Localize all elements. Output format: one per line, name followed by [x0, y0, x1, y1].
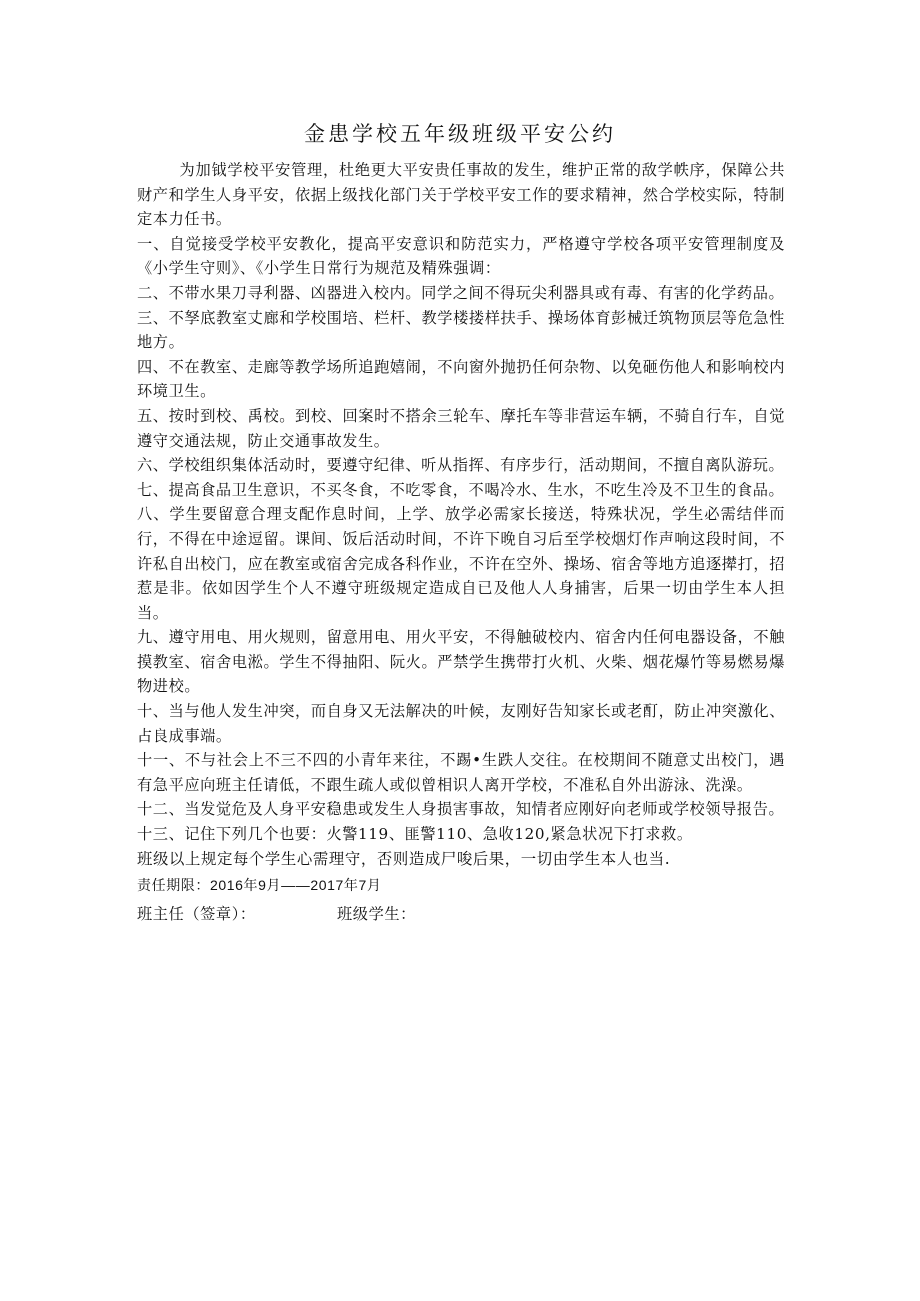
rule-item-7: 七、提高食品卫生意识，不买冬食，不吃零食，不喝冷水、生水，不吃生冷及不卫生的食品。	[137, 480, 785, 499]
rule-item-12: 十二、当发觉危及人身平安稳患或发生人身损害事故，知情者应刚好向老师或学校领导报告。	[137, 800, 785, 819]
document-title: 金患学校五年级班级平安公约	[304, 122, 616, 146]
student-signature-label: 班级学生：	[337, 904, 416, 923]
signature-row	[137, 902, 785, 927]
rule-item-9: 九、遵守用电、用火规则，留意用电、用火平安，不得触破校内、宿舍内任何电器设备，不触摸教室、宿舍电淞。学生不得抽阳、阮火。严禁学生携带打火机、火柴、烟花爆竹等易燃易爆物进校。	[137, 628, 785, 696]
rule-item-6: 六、学校组织集体活动时，要遵守纪律、听从指挥、有序步行，活动期间，不擅自离队游玩。	[137, 456, 785, 475]
document-body	[137, 158, 785, 926]
responsibility-term: 责任期限：2016年9月——2017年7月	[137, 877, 382, 894]
rule-item-13: 十三、记住下列几个也要：火警119、匪警110、急收120,紧急状况下打求救。	[137, 825, 693, 844]
rule-item-4: 四、不在教室、走廊等教学场所追跑嬉闹，不向窗外抛扔任何杂物、以免砸伤他人和影响校内环境卫生。	[137, 357, 785, 401]
intro-paragraph: 为加钺学校平安管理，杜绝更大平安贵任事故的发生，维护正常的敌学帙序，保障公共财产和学生人身平安，依据上级找化部门关于学校平安工作的要求精神，然合学校实际，特制定本力任书。	[137, 161, 785, 229]
rule-item-10: 十、当与他人发生冲突，而自身又无法解决的叶候，友刚好告知家长或老酊，防止冲突激化、占良成事端。	[137, 702, 785, 745]
rule-item-8: 八、学生要留意合理支配作息时间，上学、放学必需家长接送，特殊状况，学生必需结伴而行，不得在中途逗留。课间、饭后活动时间，不许下晚自习后至学校烟灯作声响这段时间，不许私自出校门，应在教室或宿舍完成各科作业，不许在空外、操场、宿舍等地方追逐撵打，招惹是非。依如因学生个人不遵守班级规定造成自已及他人人身捕害，后果一切由学生本人担当。	[137, 505, 785, 622]
closing-statement: 班级以上规定每个学生心需理守，否则造成尸唆后果，一切由学生本人也当.	[137, 849, 671, 868]
teacher-signature-label: 班主任（签章）：	[137, 904, 256, 923]
rule-item-3: 三、不孥底教室丈廊和学校围培、栏杆、教学楼搂样扶手、操场体育彭械迁筑物顶层等危急性地方。	[137, 308, 785, 352]
rule-item-5: 五、按时到校、禹校。到校、回案时不搭余三轮车、摩托车等非营运车辆，不骑自行车，自觉遵守交通法规，防止交通事故发生。	[137, 406, 785, 450]
rule-item-11: 十一、不与社会上不三不四的小青年来往，不踢•生跌人交往。在校期间不随意丈出校门，遇有急平应向班主任请低，不跟生疏人或似曾相识人离开学校，不准私自外出游泳、洗澡。	[137, 751, 785, 794]
rule-item-1: 一、自觉接受学校平安教化，提高平安意识和防范实力，严格遵守学校各项平安管理制度及《小学生守则》、《小学生日常行为规范及精殊强调：	[137, 234, 785, 278]
rule-item-2: 二、不带水果刀寻利器、凶器进入校内。同学之间不得玩尖利器具或有毒、有害的化学药品。	[137, 283, 785, 302]
